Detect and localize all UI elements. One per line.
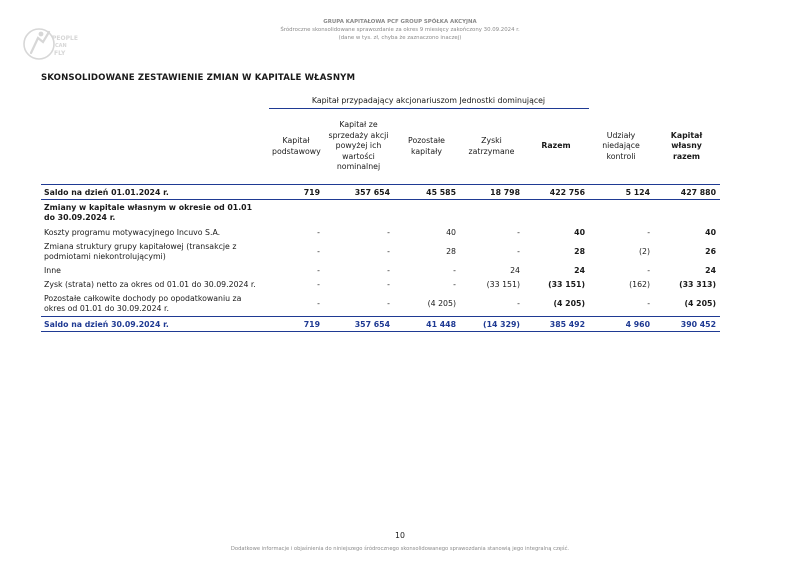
empty-cell <box>460 200 524 227</box>
cell-value: 719 <box>269 317 324 332</box>
column-header-total: Razem <box>541 141 571 151</box>
cell-value: - <box>647 299 651 308</box>
column-header-other-capital: Pozostałe kapitały <box>408 136 445 156</box>
logo-text-people: PEOPLE <box>52 35 78 42</box>
row-label: Saldo na dzień 01.01.2024 r. <box>41 185 269 200</box>
section-label: Zmiany w kapitale własnym w okresie od 01.01 do 30.09.2024 r. <box>44 203 253 222</box>
table-row <box>41 278 720 292</box>
cell-value: 357 654 <box>324 317 394 332</box>
cell-value: 719 <box>269 185 324 200</box>
cell-value-total: 24 <box>574 266 586 275</box>
cell-value-total: (33 151) <box>548 280 586 289</box>
equity-changes-table-wrapper <box>41 92 720 332</box>
cell-value: - <box>387 299 390 308</box>
cell-value-total-equity: (33 313) <box>679 280 717 289</box>
footer-note: Dodatkowe informacje i objaśnienia do niniejszego śródrocznego skonsolidowanego sprawozdania stanowią jego integralną część. <box>230 546 570 552</box>
cell-value: - <box>317 228 320 237</box>
cell-value: 41 448 <box>394 317 460 332</box>
cell-value: - <box>517 228 520 237</box>
cell-value: 28 <box>446 247 456 256</box>
cell-value: - <box>317 280 320 289</box>
column-header-non-controlling: Udziały niedające kontroli <box>602 130 640 161</box>
cell-value: (4 205) <box>427 299 456 308</box>
cell-value: 4 960 <box>589 317 654 332</box>
cell-value-total: (4 205) <box>553 299 586 308</box>
units-note: (dane w tys. zł, chyba że zaznaczono inaczej) <box>338 35 462 41</box>
equity-changes-table <box>41 92 720 332</box>
cell-value: 357 654 <box>324 185 394 200</box>
cell-value-total-equity: 24 <box>705 266 717 275</box>
cell-value: 5 124 <box>589 185 654 200</box>
cell-value: 422 756 <box>524 185 589 200</box>
table-row <box>41 292 720 317</box>
cell-value: 385 492 <box>524 317 589 332</box>
row-label: Zysk (strata) netto za okres od 01.01 do 30.09.2024 r. <box>44 280 256 289</box>
cell-value: - <box>647 228 651 237</box>
cell-value: 45 585 <box>394 185 460 200</box>
closing-balance-row <box>41 317 720 332</box>
table-row <box>41 240 720 264</box>
row-label: Pozostałe całkowite dochody po opodatkowaniu za okres od 01.01 do 30.09.2024 r. <box>44 294 242 313</box>
group-header-spacer-right <box>589 92 654 109</box>
cell-value: 390 452 <box>654 317 720 332</box>
column-header-description <box>41 109 269 185</box>
document-header <box>0 18 800 42</box>
cell-value: - <box>453 266 456 275</box>
page-number: 10 <box>395 531 405 540</box>
company-name: GRUPA KAPITAŁOWA PCF GROUP SPÓŁKA AKCYJNA <box>323 19 477 25</box>
cell-value: - <box>387 228 390 237</box>
empty-cell <box>524 200 589 227</box>
cell-value: - <box>387 266 390 275</box>
cell-value: - <box>317 266 320 275</box>
cell-value: - <box>387 247 390 256</box>
column-header-total-equity: Kapitał własny razem <box>670 130 703 161</box>
report-subtitle: Śródroczne skonsolidowane sprawozdanie za okres 9 miesięcy zakończony 30.09.2024 r. <box>280 27 520 33</box>
cell-value: (33 151) <box>486 280 520 289</box>
cell-value-total-equity: 26 <box>705 247 717 256</box>
cell-value: 427 880 <box>654 185 720 200</box>
table-row <box>41 226 720 240</box>
page-title: SKONSOLIDOWANE ZESTAWIENIE ZMIAN W KAPITALE WŁASNYM <box>41 73 356 83</box>
empty-cell <box>589 200 654 227</box>
cell-value: - <box>317 299 320 308</box>
group-header: Kapitał przypadający akcjonariuszom Jednostki dominującej <box>269 92 589 109</box>
cell-value-total-equity: (4 205) <box>684 299 717 308</box>
empty-cell <box>394 200 460 227</box>
empty-cell <box>269 200 324 227</box>
cell-value: - <box>517 299 520 308</box>
cell-value: 40 <box>446 228 456 237</box>
table-row <box>41 264 720 278</box>
row-label: Koszty programu motywacyjnego Incuvo S.A. <box>44 228 221 237</box>
cell-value-total: 28 <box>574 247 586 256</box>
column-header-share-capital: Kapitał podstawowy <box>272 136 321 156</box>
cell-value: - <box>317 247 320 256</box>
cell-value: - <box>517 247 520 256</box>
empty-cell <box>654 200 720 227</box>
empty-cell <box>324 200 394 227</box>
row-label: Inne <box>44 266 61 275</box>
cell-value: (14 329) <box>460 317 524 332</box>
cell-value-total: 40 <box>574 228 586 237</box>
cell-value-total-equity: 40 <box>705 228 717 237</box>
group-header-spacer-right2 <box>654 92 720 109</box>
cell-value: - <box>387 280 390 289</box>
column-header-share-premium: Kapitał ze sprzedaży akcji powyżej ich wartości nominalnej <box>328 120 389 172</box>
row-label: Saldo na dzień 30.09.2024 r. <box>41 317 269 332</box>
cell-value: (2) <box>638 247 651 256</box>
column-header-retained-earnings: Zyski zatrzymane <box>468 136 515 156</box>
section-header-row <box>41 200 720 227</box>
logo-text-can: CAN <box>55 43 67 49</box>
opening-balance-row <box>41 185 720 200</box>
cell-value: 18 798 <box>460 185 524 200</box>
logo-text-fly: FLY <box>54 50 66 57</box>
row-label: Zmiana struktury grupy kapitałowej (transakcje z podmiotami niekontrolującymi) <box>44 242 237 261</box>
group-header-spacer <box>41 92 269 109</box>
cell-value: 24 <box>510 266 520 275</box>
cell-value: - <box>647 266 651 275</box>
cell-value: - <box>453 280 456 289</box>
cell-value: (162) <box>629 280 651 289</box>
